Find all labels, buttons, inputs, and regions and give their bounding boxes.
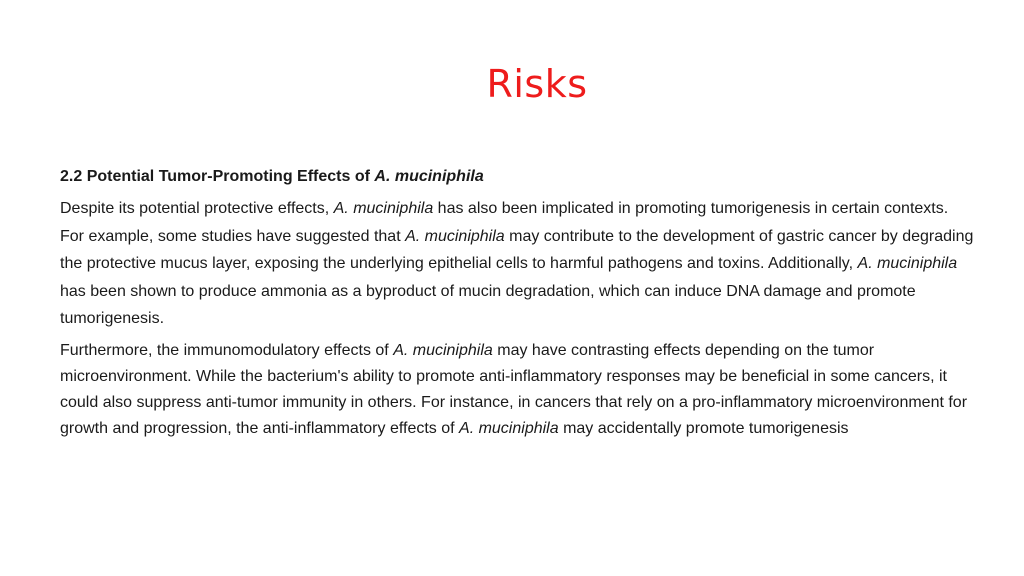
slide-title: Risks bbox=[486, 62, 588, 106]
paragraph-protective-effects bbox=[60, 195, 975, 333]
paragraph-text: has also been implicated in promoting tumorigenesis in certain contexts. For example, some studies have suggested that bbox=[60, 200, 949, 245]
paragraph-text: may accidentally promote tumorigenesis bbox=[558, 419, 849, 437]
paragraph-text: Furthermore, the immunomodulatory effects of bbox=[60, 341, 394, 359]
paragraph-text: has been shown to produce ammonia as a byproduct of mucin degradation, which can induce DNA damage and promote tumorigenesis. bbox=[60, 282, 916, 327]
species-name: A. muciniphila bbox=[459, 419, 559, 437]
section-heading-text: 2.2 Potential Tumor-Promoting Effects of bbox=[60, 168, 375, 185]
species-name: A. muciniphila bbox=[333, 200, 434, 217]
section-heading bbox=[60, 166, 975, 188]
species-name: A. muciniphila bbox=[405, 227, 505, 245]
paragraph-text: Despite its potential protective effects, bbox=[60, 200, 334, 217]
species-name: A. muciniphila bbox=[393, 341, 493, 359]
paragraph-immunomodulatory-effects bbox=[60, 338, 975, 442]
species-name: A. muciniphila bbox=[857, 255, 958, 272]
paragraph-text: may contribute to the development of gastric cancer by degrading the protective mucus layer, exposing the underlying epithelial cells to harmful pathogens and toxins. Additionally, bbox=[60, 227, 974, 272]
slide-body bbox=[60, 166, 975, 442]
paragraph-text: may have contrasting effects depending on the tumor microenvironment. While the bacterium's ability to promote anti-inflammatory responses may be beneficial in some cancers, it could also suppress anti-tumor immunity in others. For instance, in cancers that rely on a pro-inflammatory microenvironment for growth and progression, the anti-inflammatory effects of bbox=[60, 341, 968, 437]
section-heading-species: A. muciniphila bbox=[374, 168, 484, 185]
